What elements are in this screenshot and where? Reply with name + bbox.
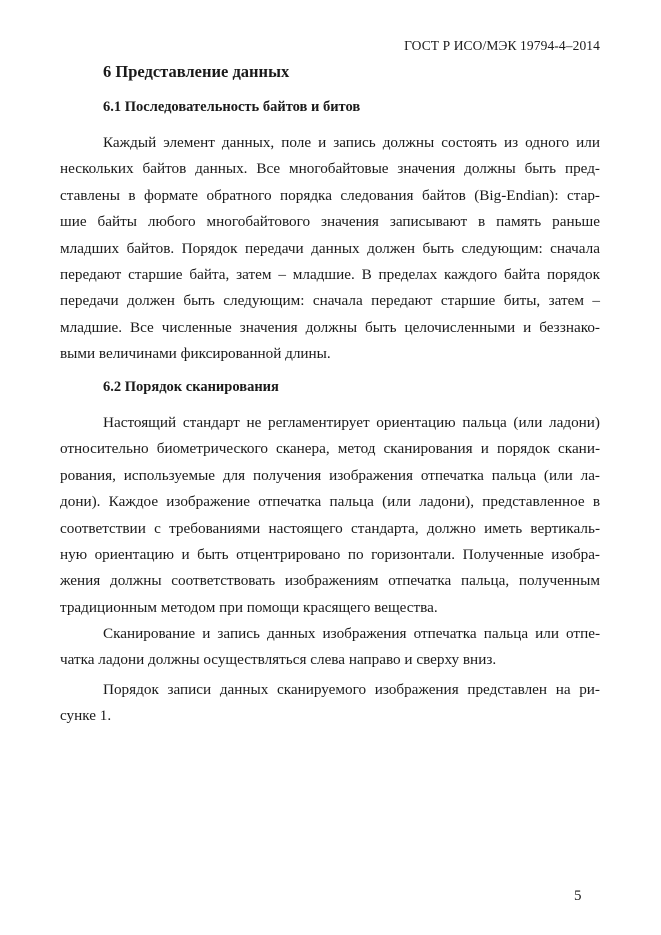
text-line: Настоящий стандарт не регламентирует ориентацию пальца (или ладони) xyxy=(103,414,600,431)
text-line: чатка ладони должны осуществляться слева направо и сверху вниз. xyxy=(60,651,497,669)
page-number: 5 xyxy=(574,888,582,904)
text-line: ную ориентацию и быть отцентрировано по горизонтали. Полученные изобра- xyxy=(60,545,600,563)
paragraph-byte-order xyxy=(60,130,600,368)
text-line: ставлены в формате обратного порядка следования байтов (Big-Endian): стар- xyxy=(60,186,600,204)
text-line: передают старшие байта, затем – младшие. В пределах каждого байта порядок xyxy=(60,265,600,283)
text-line: сунке 1. xyxy=(60,707,112,725)
text-line: выми величинами фиксированной длины. xyxy=(60,345,331,363)
text-line: нескольких байтов данных. Все многобайтовые значения должны быть пред- xyxy=(60,160,600,178)
subsection-title-6-1: 6.1 Последовательность байтов и битов xyxy=(103,99,361,115)
paragraph-scan-orientation xyxy=(60,410,600,621)
paragraph-scan-direction xyxy=(60,621,600,674)
text-line: рования, используемые для получения изображения отпечатка пальца (или ла- xyxy=(60,466,600,484)
subsection-title-6-2: 6.2 Порядок сканирования xyxy=(103,379,279,395)
text-line: младших байтов. Порядок передачи данных должен быть следующим: сначала xyxy=(60,239,600,257)
text-line: шие байты любого многобайтового значения записывают в память раньше xyxy=(60,213,600,231)
text-line: относительно биометрического сканера, метод сканирования и порядок скани- xyxy=(60,440,600,458)
text-line: дони). Каждое изображение отпечатка пальца (или ладони), представленное в xyxy=(60,493,600,511)
text-line: младшие. Все численные значения должны быть целочисленными и беззнако- xyxy=(60,318,600,336)
text-line: жения должны соответствовать изображениям отпечатка пальца, полученным xyxy=(60,572,600,590)
document-header: ГОСТ Р ИСО/МЭК 19794-4–2014 xyxy=(404,38,600,53)
text-line: Каждый элемент данных, поле и запись должны состоять из одного или xyxy=(103,134,600,151)
text-line: Сканирование и запись данных изображения отпечатка пальца или отпе- xyxy=(103,625,600,642)
text-line: Порядок записи данных сканируемого изображения представлен на ри- xyxy=(103,681,600,698)
text-line: соответствии с требованиями настоящего стандарта, должно иметь вертикаль- xyxy=(60,519,600,537)
text-line: передачи должен быть следующим: сначала передают старшие биты, затем – xyxy=(60,292,600,310)
text-line: традиционным методом при помощи красящего вещества. xyxy=(60,598,438,616)
section-title: 6 Представление данных xyxy=(103,62,290,81)
paragraph-figure-reference xyxy=(60,677,600,730)
